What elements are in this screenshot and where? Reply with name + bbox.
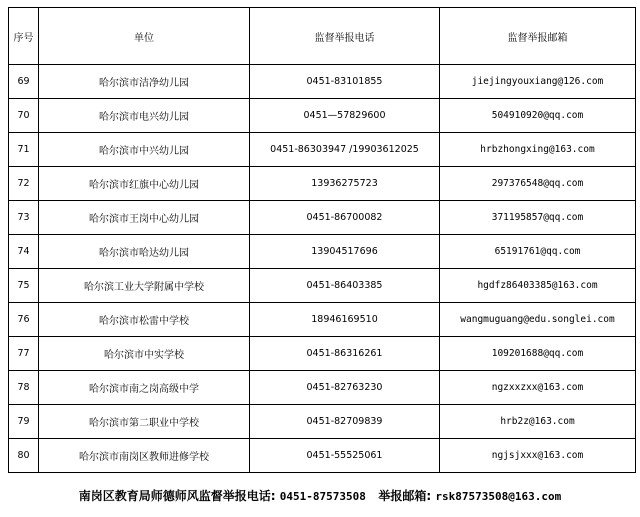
header-row (9, 8, 636, 65)
header-phone: 监督举报电话 (250, 8, 440, 65)
row-phone: 0451-86403385 (250, 269, 440, 303)
row-number: 71 (9, 133, 39, 167)
row-unit: 哈尔滨市中兴幼儿园 (39, 133, 250, 167)
table-row (9, 303, 636, 337)
row-email: 65191761@qq.com (440, 235, 636, 269)
row-number: 80 (9, 439, 39, 473)
table-row (9, 439, 636, 473)
row-phone: 18946169510 (250, 303, 440, 337)
row-phone: 0451-55525061 (250, 439, 440, 473)
row-phone: 0451-82763230 (250, 371, 440, 405)
footer-email: rsk87573508@163.com (435, 490, 562, 503)
row-email: ngjsjxxx@163.com (440, 439, 636, 473)
table-row (9, 405, 636, 439)
row-phone: 0451-86316261 (250, 337, 440, 371)
row-number: 76 (9, 303, 39, 337)
table-row (9, 99, 636, 133)
footer-phone: 0451-87573508 (279, 490, 366, 503)
row-unit: 哈尔滨市松雷中学校 (39, 303, 250, 337)
row-email: wangmuguang@edu.songlei.com (440, 303, 636, 337)
footer-email-label: 举报邮箱: (378, 489, 432, 503)
row-email: 297376548@qq.com (440, 167, 636, 201)
table-row (9, 133, 636, 167)
row-phone: 0451-86700082 (250, 201, 440, 235)
header-unit: 单位 (39, 8, 250, 65)
row-email: ngzxxzxx@163.com (440, 371, 636, 405)
row-number: 70 (9, 99, 39, 133)
row-phone: 0451-83101855 (250, 65, 440, 99)
table-row (9, 371, 636, 405)
table-row (9, 235, 636, 269)
header-email: 监督举报邮箱 (440, 8, 636, 65)
row-phone: 0451—57829600 (250, 99, 440, 133)
row-email: jiejingyouxiang@126.com (440, 65, 636, 99)
table-row (9, 337, 636, 371)
header-number: 序号 (9, 8, 39, 65)
row-unit: 哈尔滨市第二职业中学校 (39, 405, 250, 439)
row-email: hgdfz86403385@163.com (440, 269, 636, 303)
row-number: 73 (9, 201, 39, 235)
row-email: 109201688@qq.com (440, 337, 636, 371)
supervision-table (8, 7, 636, 473)
row-email: hrb2z@163.com (440, 405, 636, 439)
row-phone: 13936275723 (250, 167, 440, 201)
table-row (9, 167, 636, 201)
row-unit: 哈尔滨市南之岗高级中学 (39, 371, 250, 405)
table-row (9, 65, 636, 99)
row-number: 72 (9, 167, 39, 201)
table-row (9, 201, 636, 235)
row-unit: 哈尔滨市王岗中心幼儿园 (39, 201, 250, 235)
footer-contact (0, 487, 640, 504)
table-row (9, 269, 636, 303)
row-email: hrbzhongxing@163.com (440, 133, 636, 167)
row-number: 79 (9, 405, 39, 439)
row-phone: 0451-86303947 /19903612025 (250, 133, 440, 167)
row-number: 69 (9, 65, 39, 99)
row-number: 78 (9, 371, 39, 405)
row-unit: 哈尔滨工业大学附属中学校 (39, 269, 250, 303)
row-email: 504910920@qq.com (440, 99, 636, 133)
row-unit: 哈尔滨市电兴幼儿园 (39, 99, 250, 133)
row-phone: 13904517696 (250, 235, 440, 269)
row-unit: 哈尔滨市红旗中心幼儿园 (39, 167, 250, 201)
row-number: 75 (9, 269, 39, 303)
footer-label: 南岗区教育局师德师风监督举报电话: (78, 489, 276, 503)
row-unit: 哈尔滨市哈达幼儿园 (39, 235, 250, 269)
row-phone: 0451-82709839 (250, 405, 440, 439)
row-unit: 哈尔滨市洁净幼儿园 (39, 65, 250, 99)
row-number: 77 (9, 337, 39, 371)
row-unit: 哈尔滨市南岗区教师进修学校 (39, 439, 250, 473)
row-email: 371195857@qq.com (440, 201, 636, 235)
row-unit: 哈尔滨市中实学校 (39, 337, 250, 371)
row-number: 74 (9, 235, 39, 269)
